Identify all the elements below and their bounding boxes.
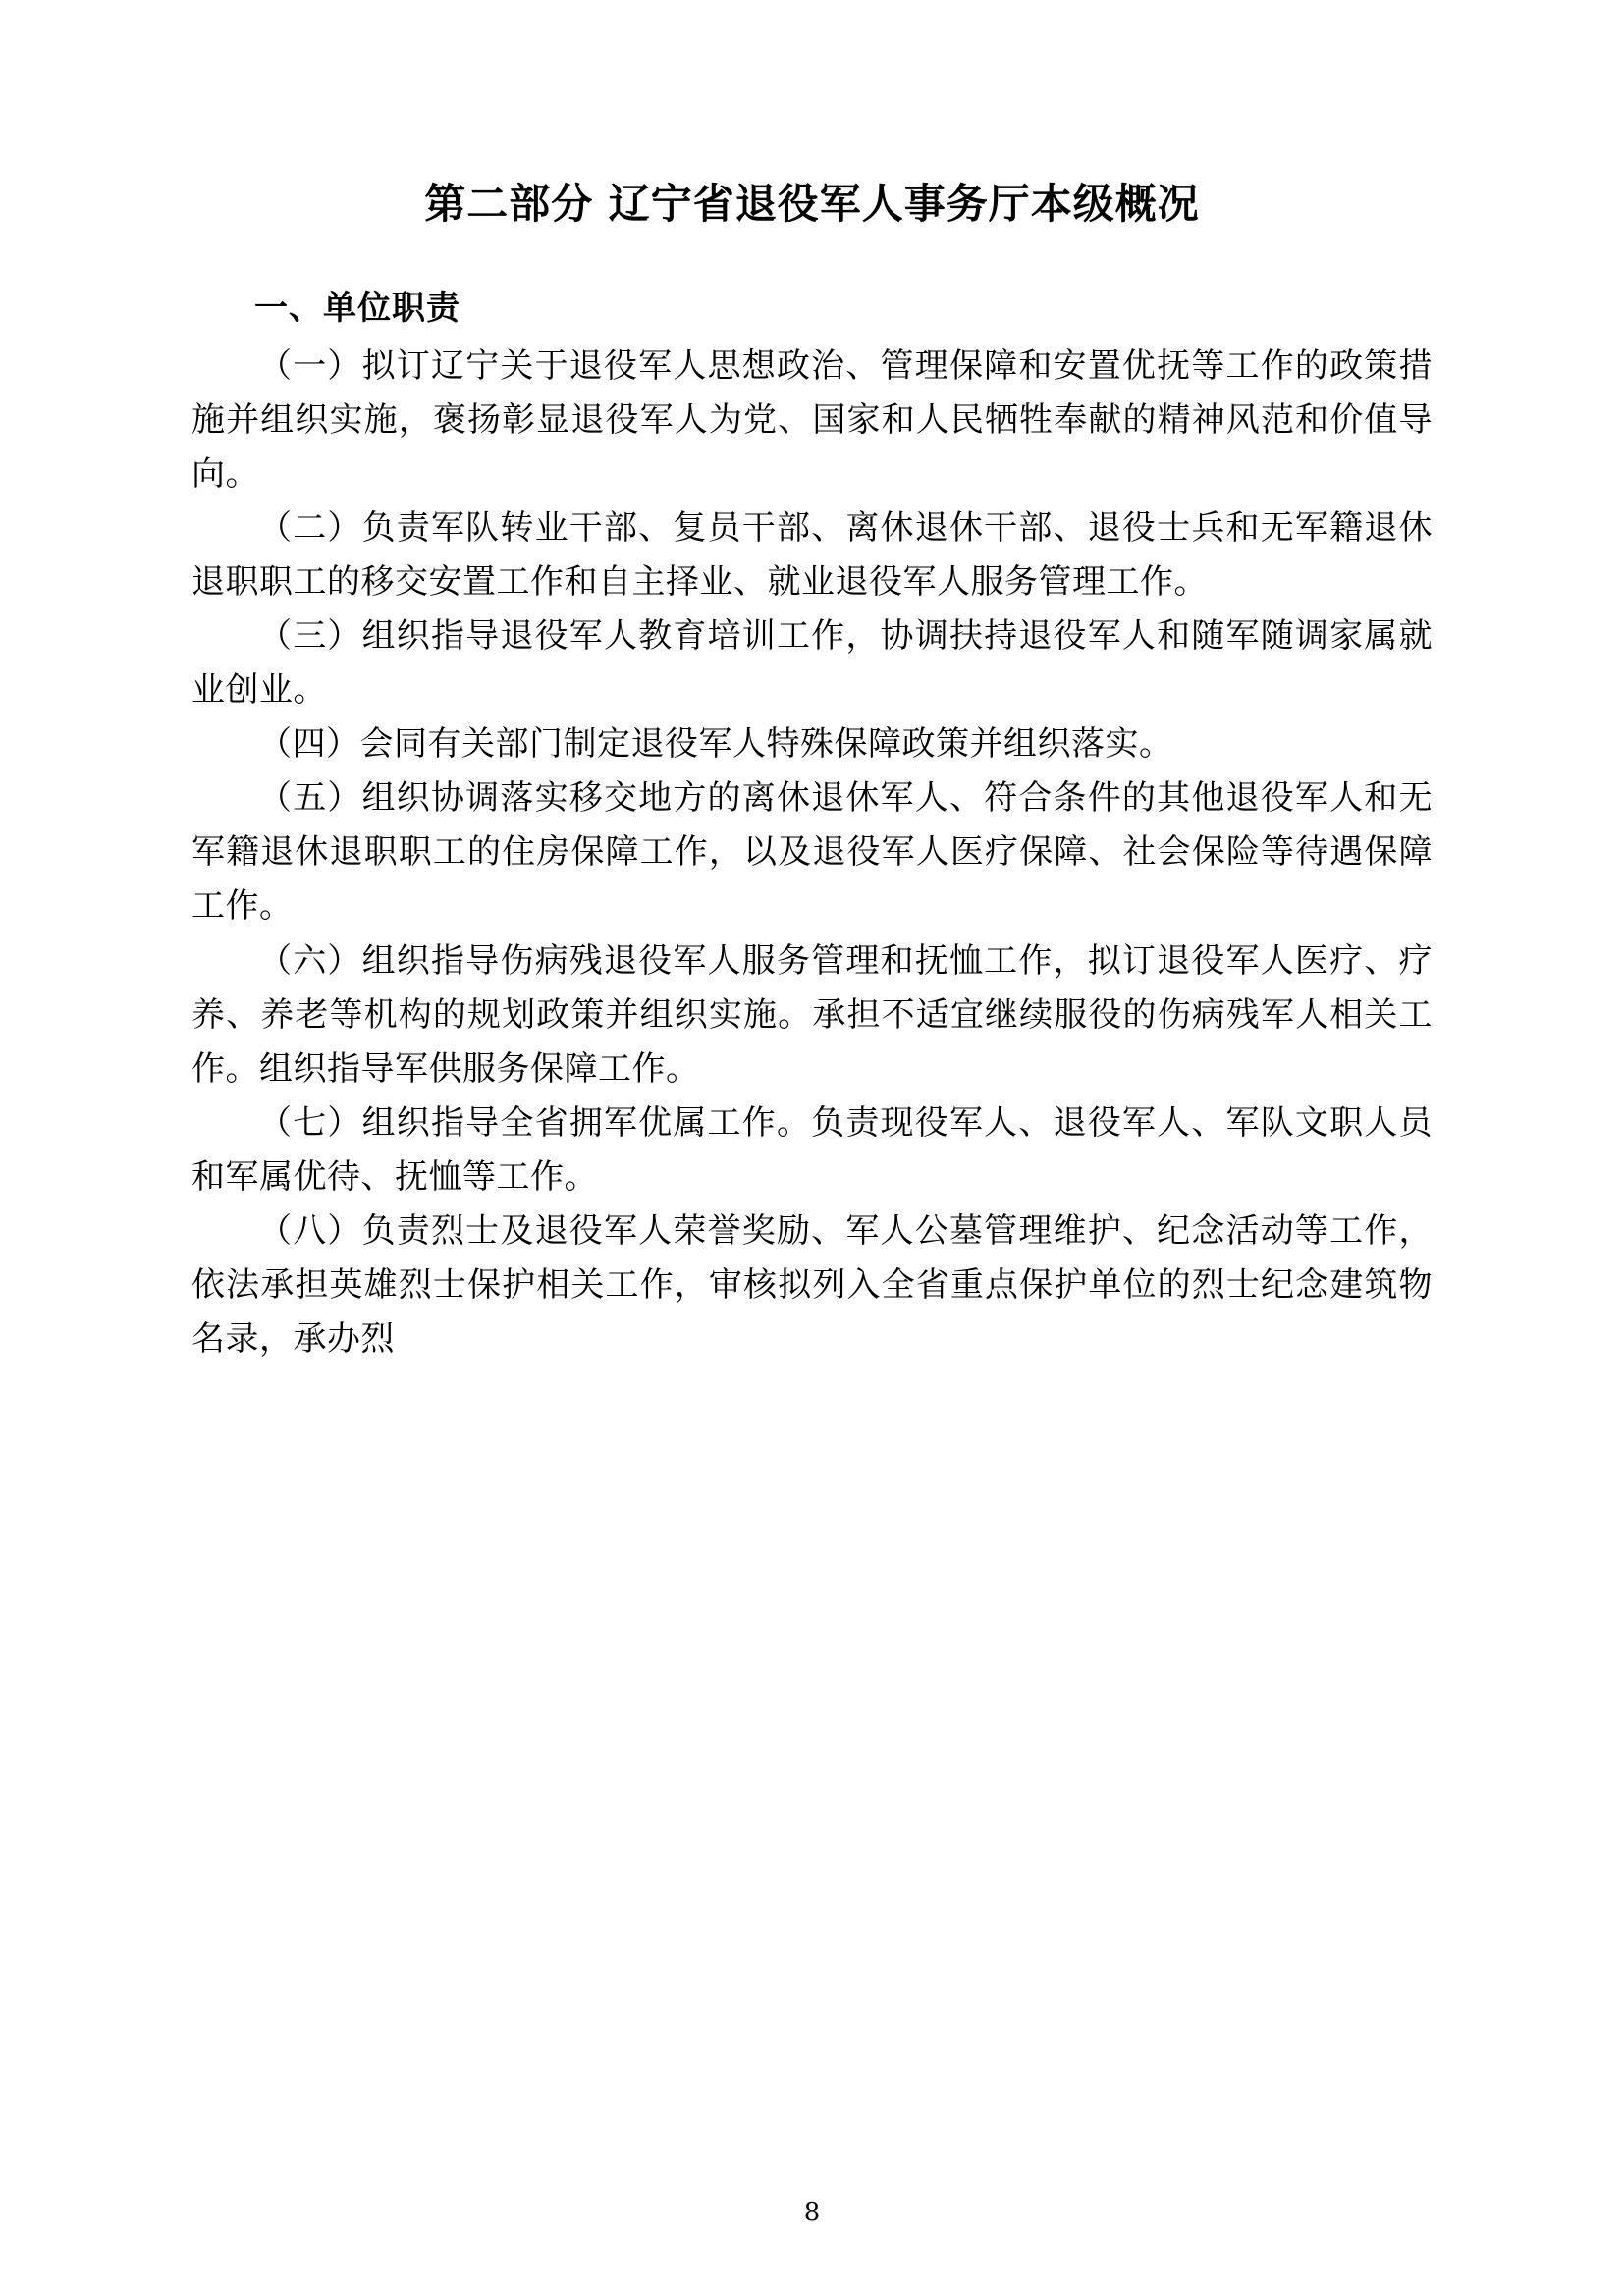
page-number: 8 [803, 2198, 821, 2227]
body-paragraph: （五）组织协调落实移交地方的离休退休军人、符合条件的其他退役军人和无军籍退休退职职工的住房保障工作，以及退役军人医疗保障、社会保险等待遇保障工作。 [191, 778, 1433, 927]
section-heading: 一、单位职责 [254, 288, 460, 328]
body-paragraph: （二）负责军队转业干部、复员干部、离休退休干部、退役士兵和无军籍退休退职职工的移交安置工作和自主择业、就业退役军人服务管理工作。 [191, 507, 1433, 602]
body-paragraph: （六）组织指导伤病残退役军人服务管理和抚恤工作，拟订退役军人医疗、疗养、养老等机构的规划政策并组织实施。承担不适宜继续服役的伤病残军人相关工作。组织指导军供服务保障工作。 [191, 940, 1433, 1089]
body-paragraph: （三）组织指导退役军人教育培训工作，协调扶持退役军人和随军随调家属就业创业。 [191, 616, 1433, 711]
page-title: 第二部分 辽宁省退役军人事务厅本级概况 [424, 180, 1200, 228]
body-paragraph: （四）会同有关部门制定退役军人特殊保障政策并组织落实。 [258, 724, 1173, 765]
body-paragraph: （七）组织指导全省拥军优属工作。负责现役军人、退役军人、军队文职人员和军属优待、抚恤等工作。 [191, 1102, 1433, 1197]
body-paragraph: （八）负责烈士及退役军人荣誉奖励、军人公墓管理维护、纪念活动等工作，依法承担英雄烈士保护相关工作，审核拟列入全省重点保护单位的烈士纪念建筑物名录，承办烈 [191, 1210, 1433, 1360]
body-paragraph: （一）拟订辽宁关于退役军人思想政治、管理保障和安置优抚等工作的政策措施并组织实施，褒扬彰显退役军人为党、国家和人民牺牲奉献的精神风范和价值导向。 [191, 346, 1433, 494]
